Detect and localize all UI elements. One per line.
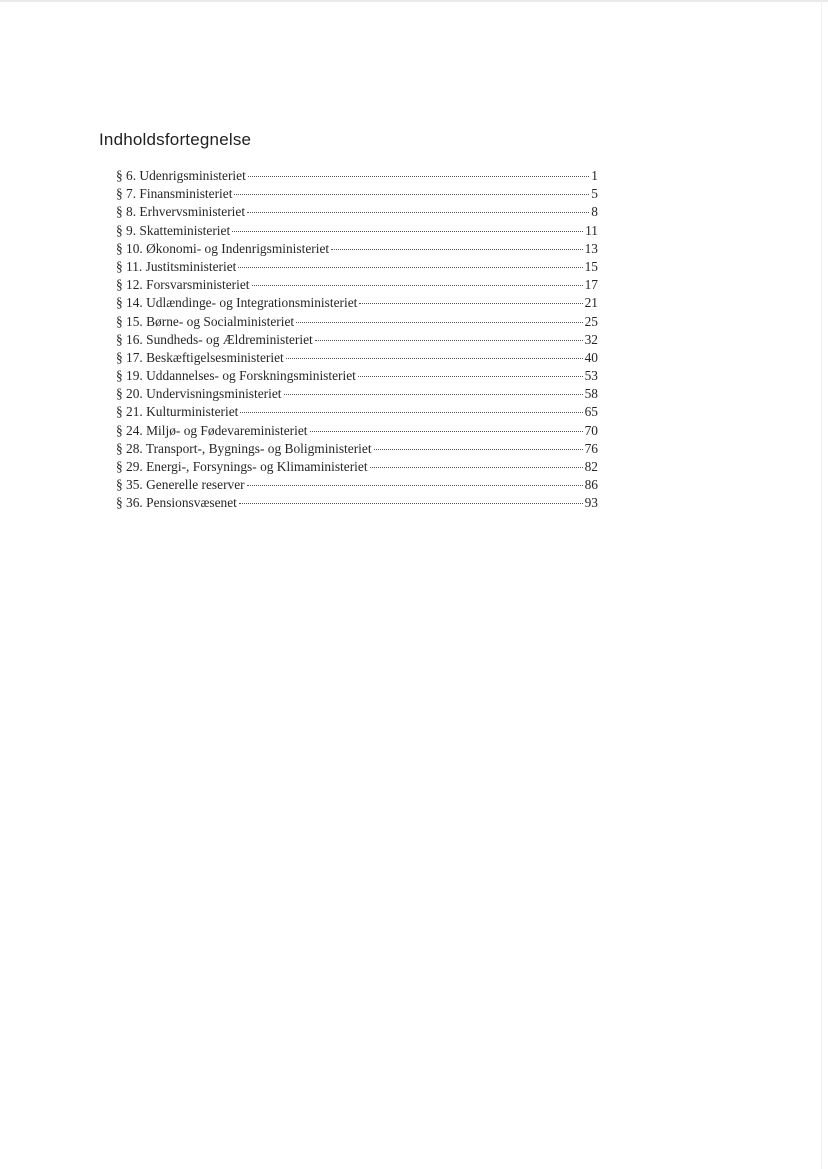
toc-dot-leader <box>370 467 583 468</box>
toc-entry[interactable] <box>116 259 598 277</box>
toc-dot-leader <box>296 322 582 323</box>
toc-entry-label[interactable]: § 28. Transport-, Bygnings- og Boligministeriet <box>116 440 372 456</box>
toc-entry[interactable] <box>116 495 598 513</box>
toc-entry-page-number: 11 <box>585 222 598 238</box>
toc-entry[interactable] <box>116 241 598 259</box>
page-right-edge <box>821 0 822 1169</box>
toc-dot-leader <box>248 176 590 177</box>
toc-entry-label[interactable]: § 20. Undervisningsministeriet <box>116 386 282 402</box>
toc-list <box>116 168 598 514</box>
toc-entry-label[interactable]: § 35. Generelle reserver <box>116 477 245 493</box>
toc-dot-leader <box>310 431 583 432</box>
toc-entry-label[interactable]: § 10. Økonomi- og Indenrigsministeriet <box>116 240 330 256</box>
toc-entry-page-number: 58 <box>584 386 598 402</box>
toc-entry-label[interactable]: § 24. Miljø- og Fødevareministeriet <box>116 422 308 438</box>
toc-entry-page-number: 25 <box>584 313 598 329</box>
toc-entry-label[interactable]: § 11. Justitsministeriet <box>116 258 237 274</box>
toc-dot-leader <box>252 285 583 286</box>
toc-entry[interactable] <box>116 332 598 350</box>
toc-entry-label[interactable]: § 19. Uddannelses- og Forskningsministeriet <box>116 368 356 384</box>
toc-entry[interactable] <box>116 404 598 422</box>
toc-dot-leader <box>240 412 582 413</box>
toc-entry[interactable] <box>116 186 598 204</box>
toc-dot-leader <box>234 194 589 195</box>
toc-entry-page-number: 82 <box>584 459 598 474</box>
toc-entry-label[interactable]: § 6. Udenrigsministeriet <box>116 168 246 183</box>
toc-title: Indholdsfortegnelse <box>99 130 252 149</box>
toc-dot-leader <box>374 449 583 450</box>
toc-entry[interactable] <box>116 350 598 368</box>
toc-entry[interactable] <box>116 295 598 313</box>
toc-entry-label[interactable]: § 8. Erhvervsministeriet <box>116 204 246 220</box>
toc-entry[interactable] <box>116 477 598 495</box>
toc-entry[interactable] <box>116 168 598 186</box>
toc-entry-page-number: 13 <box>584 240 598 256</box>
toc-dot-leader <box>359 303 582 304</box>
toc-entry-label[interactable]: § 21. Kulturministeriet <box>116 404 239 420</box>
toc-entry[interactable] <box>116 277 598 295</box>
toc-dot-leader <box>239 503 583 504</box>
toc-entry-label[interactable]: § 7. Finansministeriet <box>116 186 233 202</box>
toc-entry-page-number: 1 <box>591 168 598 183</box>
toc-dot-leader <box>238 267 582 268</box>
toc-entry-page-number: 32 <box>584 331 598 347</box>
toc-entry-label[interactable]: § 9. Skatteministeriet <box>116 222 231 238</box>
toc-dot-leader <box>358 376 583 377</box>
page-top-edge <box>0 0 828 2</box>
toc-entry-label[interactable]: § 29. Energi-, Forsynings- og Klimaministeriet <box>116 459 368 474</box>
toc-entry[interactable] <box>116 368 598 386</box>
toc-entry-page-number: 65 <box>584 404 598 420</box>
toc-entry-page-number: 15 <box>584 258 598 274</box>
toc-entry[interactable] <box>116 314 598 332</box>
toc-entry-page-number: 17 <box>584 277 598 293</box>
toc-entry[interactable] <box>116 423 598 441</box>
toc-entry-label[interactable]: § 36. Pensionsvæsenet <box>116 495 237 511</box>
toc-entry-page-number: 8 <box>591 204 598 220</box>
toc-entry[interactable] <box>116 459 598 477</box>
toc-entry-page-number: 5 <box>591 186 598 202</box>
toc-dot-leader <box>232 231 583 232</box>
toc-dot-leader <box>284 394 583 395</box>
toc-dot-leader <box>315 340 583 341</box>
toc-entry-label[interactable]: § 12. Forsvarsministeriet <box>116 277 250 293</box>
toc-entry-label[interactable]: § 16. Sundheds- og Ældreministeriet <box>116 331 313 347</box>
toc-entry-label[interactable]: § 15. Børne- og Socialministeriet <box>116 313 295 329</box>
toc-dot-leader <box>247 212 589 213</box>
toc-entry-page-number: 53 <box>584 368 598 384</box>
toc-dot-leader <box>247 485 583 486</box>
toc-entry-page-number: 70 <box>584 422 598 438</box>
toc-entry-page-number: 40 <box>584 349 598 365</box>
toc-entry-label[interactable]: § 17. Beskæftigelsesministeriet <box>116 349 284 365</box>
toc-entry-page-number: 86 <box>584 477 598 493</box>
toc-entry[interactable] <box>116 441 598 459</box>
toc-dot-leader <box>331 249 583 250</box>
toc-entry[interactable] <box>116 204 598 222</box>
toc-entry-page-number: 76 <box>584 440 598 456</box>
toc-entry[interactable] <box>116 386 598 404</box>
toc-entry-page-number: 93 <box>584 495 598 511</box>
toc-entry[interactable] <box>116 223 598 241</box>
toc-dot-leader <box>286 358 583 359</box>
toc-entry-label[interactable]: § 14. Udlændinge- og Integrationsministeriet <box>116 295 358 311</box>
toc-entry-page-number: 21 <box>584 295 598 311</box>
